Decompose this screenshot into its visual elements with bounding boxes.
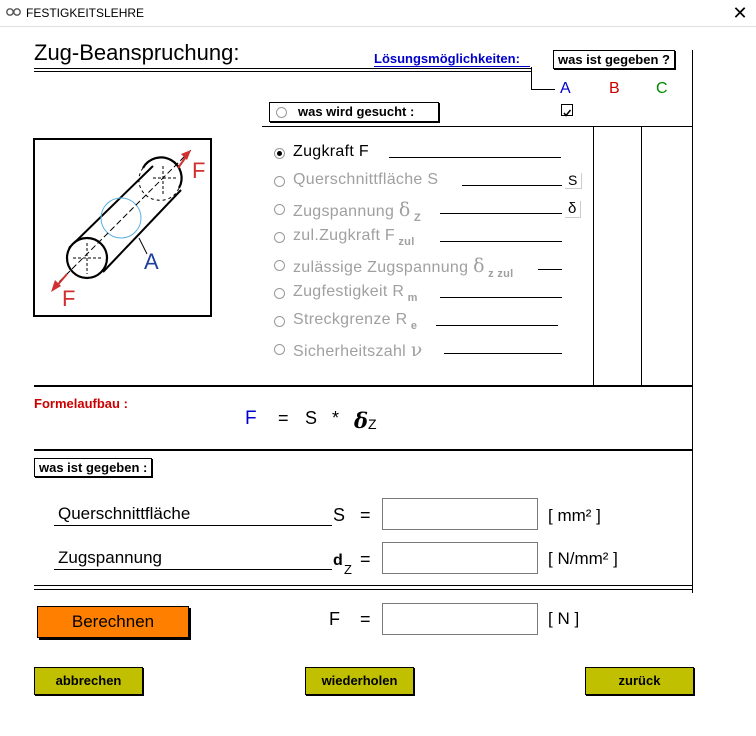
- radio-dot-icon: [277, 151, 282, 156]
- given-bottom-line: [34, 585, 693, 586]
- was-wird-gesucht-box[interactable]: [269, 102, 439, 122]
- option-label: Sicherheitszahl ν: [293, 339, 423, 361]
- option-symbol: δ: [398, 199, 411, 221]
- was-ist-gegeben-label[interactable]: was ist gegeben :: [34, 458, 152, 477]
- formula-top-line: [34, 385, 693, 387]
- option-subscript: m: [404, 292, 418, 304]
- formula-times: *: [332, 408, 340, 428]
- given-eq-s: =: [360, 505, 371, 525]
- given-label-zugspannung: Zugspannung: [58, 548, 162, 567]
- result-symbol: F: [329, 609, 340, 629]
- connector-line: [531, 67, 532, 89]
- unit-mm2: [ mm² ]: [548, 506, 601, 525]
- option-radio[interactable]: [274, 148, 285, 159]
- given-underline: [54, 569, 332, 570]
- formula-delta-sub: Z: [368, 416, 377, 432]
- option-subscript: e: [407, 320, 418, 332]
- search-label: was wird gesucht :: [298, 104, 415, 119]
- option-label: Zugspannung δ $_Z$: [293, 199, 422, 224]
- unit-n: [ N ]: [548, 609, 580, 628]
- querschnitt-input[interactable]: [382, 498, 538, 530]
- formula-eq: =: [278, 408, 289, 428]
- option-radio[interactable]: [274, 260, 285, 271]
- option-radio[interactable]: [274, 204, 285, 215]
- given-underline: [54, 525, 332, 526]
- options-col-line-2: [641, 126, 642, 385]
- given-symbol-d-sub: Z: [344, 562, 352, 577]
- option-label: zulässige Zugspannung δ $_{z zul}$: [293, 255, 514, 280]
- zugspannung-input[interactable]: [382, 542, 538, 574]
- option-subscript: zul: [395, 236, 415, 248]
- given-label-querschnitt: Querschnittfläche: [58, 504, 191, 523]
- was-ist-gegeben-button[interactable]: was ist gegeben ?: [553, 50, 675, 69]
- formula-delta: δ: [354, 408, 369, 433]
- berechnen-button[interactable]: Berechnen: [37, 606, 189, 638]
- option-symbol: ν: [410, 339, 423, 361]
- wiederholen-button[interactable]: wiederholen: [305, 667, 414, 695]
- result-input[interactable]: [382, 603, 538, 635]
- solution-checkbox[interactable]: [561, 104, 573, 116]
- loesungen-underline: [374, 66, 530, 67]
- option-label: Zugkraft F: [293, 143, 369, 160]
- search-radio[interactable]: [276, 107, 287, 118]
- option-label: Querschnittfläche S: [293, 171, 439, 188]
- option-radio[interactable]: [274, 176, 285, 187]
- option-symbol: δ: [473, 255, 485, 277]
- solution-c[interactable]: C: [656, 80, 668, 97]
- option-radio[interactable]: [274, 288, 285, 299]
- right-frame: [692, 50, 693, 593]
- given-bottom-line-2: [34, 589, 693, 590]
- given-symbol-s: S: [333, 505, 346, 525]
- heading-underline-2: [34, 71, 532, 72]
- result-eq: =: [360, 609, 371, 629]
- option-line: [444, 353, 562, 354]
- formula-lhs: F: [245, 408, 257, 429]
- option-subscript: Z: [410, 212, 422, 224]
- close-icon[interactable]: ✕: [732, 3, 748, 23]
- given-symbol-d: d: [333, 552, 343, 569]
- formula-bottom-line: [34, 449, 693, 451]
- solution-a[interactable]: A: [560, 80, 571, 97]
- option-line: [462, 185, 562, 186]
- option-radio[interactable]: [274, 232, 285, 243]
- formula-label: Formelaufbau :: [34, 396, 128, 411]
- solution-b[interactable]: B: [609, 80, 620, 97]
- force-label-bottom: F: [62, 286, 76, 311]
- option-line: [440, 213, 562, 214]
- app-icon: [6, 6, 22, 18]
- force-label-top: F: [192, 158, 206, 183]
- option-label: Streckgrenze R $_e$: [293, 311, 418, 332]
- tag-delta: δ: [564, 200, 580, 217]
- zurueck-button[interactable]: zurück: [585, 667, 694, 695]
- given-eq-d: =: [360, 549, 371, 569]
- option-line: [538, 269, 562, 270]
- heading-underline: [34, 68, 532, 69]
- option-line: [436, 325, 558, 326]
- option-label: zul.Zugkraft F $_{zul}$: [293, 227, 415, 248]
- formula-s: S: [305, 408, 318, 428]
- page-title: Zug-Beanspruchung:: [34, 40, 240, 65]
- window-title: FESTIGKEITSLEHRE: [26, 6, 145, 20]
- option-line: [389, 157, 561, 158]
- options-top-line: [262, 126, 693, 127]
- tension-diagram: [33, 138, 213, 318]
- option-radio[interactable]: [274, 344, 285, 355]
- option-line: [440, 241, 562, 242]
- option-subscript: z zul: [484, 268, 514, 280]
- abbrechen-button[interactable]: abbrechen: [34, 667, 143, 695]
- tag-s: S: [564, 172, 581, 188]
- title-divider: [0, 26, 756, 27]
- unit-n-mm2: [ N/mm² ]: [548, 549, 618, 568]
- option-line: [440, 297, 562, 298]
- options-col-line-1: [593, 126, 594, 385]
- option-radio[interactable]: [274, 316, 285, 327]
- option-label: Zugfestigkeit R $_m$: [293, 283, 418, 304]
- area-label: A: [144, 249, 159, 274]
- check-icon: [562, 108, 572, 118]
- connector-line-h: [531, 89, 555, 90]
- loesungen-label: Lösungsmöglichkeiten:: [374, 51, 520, 66]
